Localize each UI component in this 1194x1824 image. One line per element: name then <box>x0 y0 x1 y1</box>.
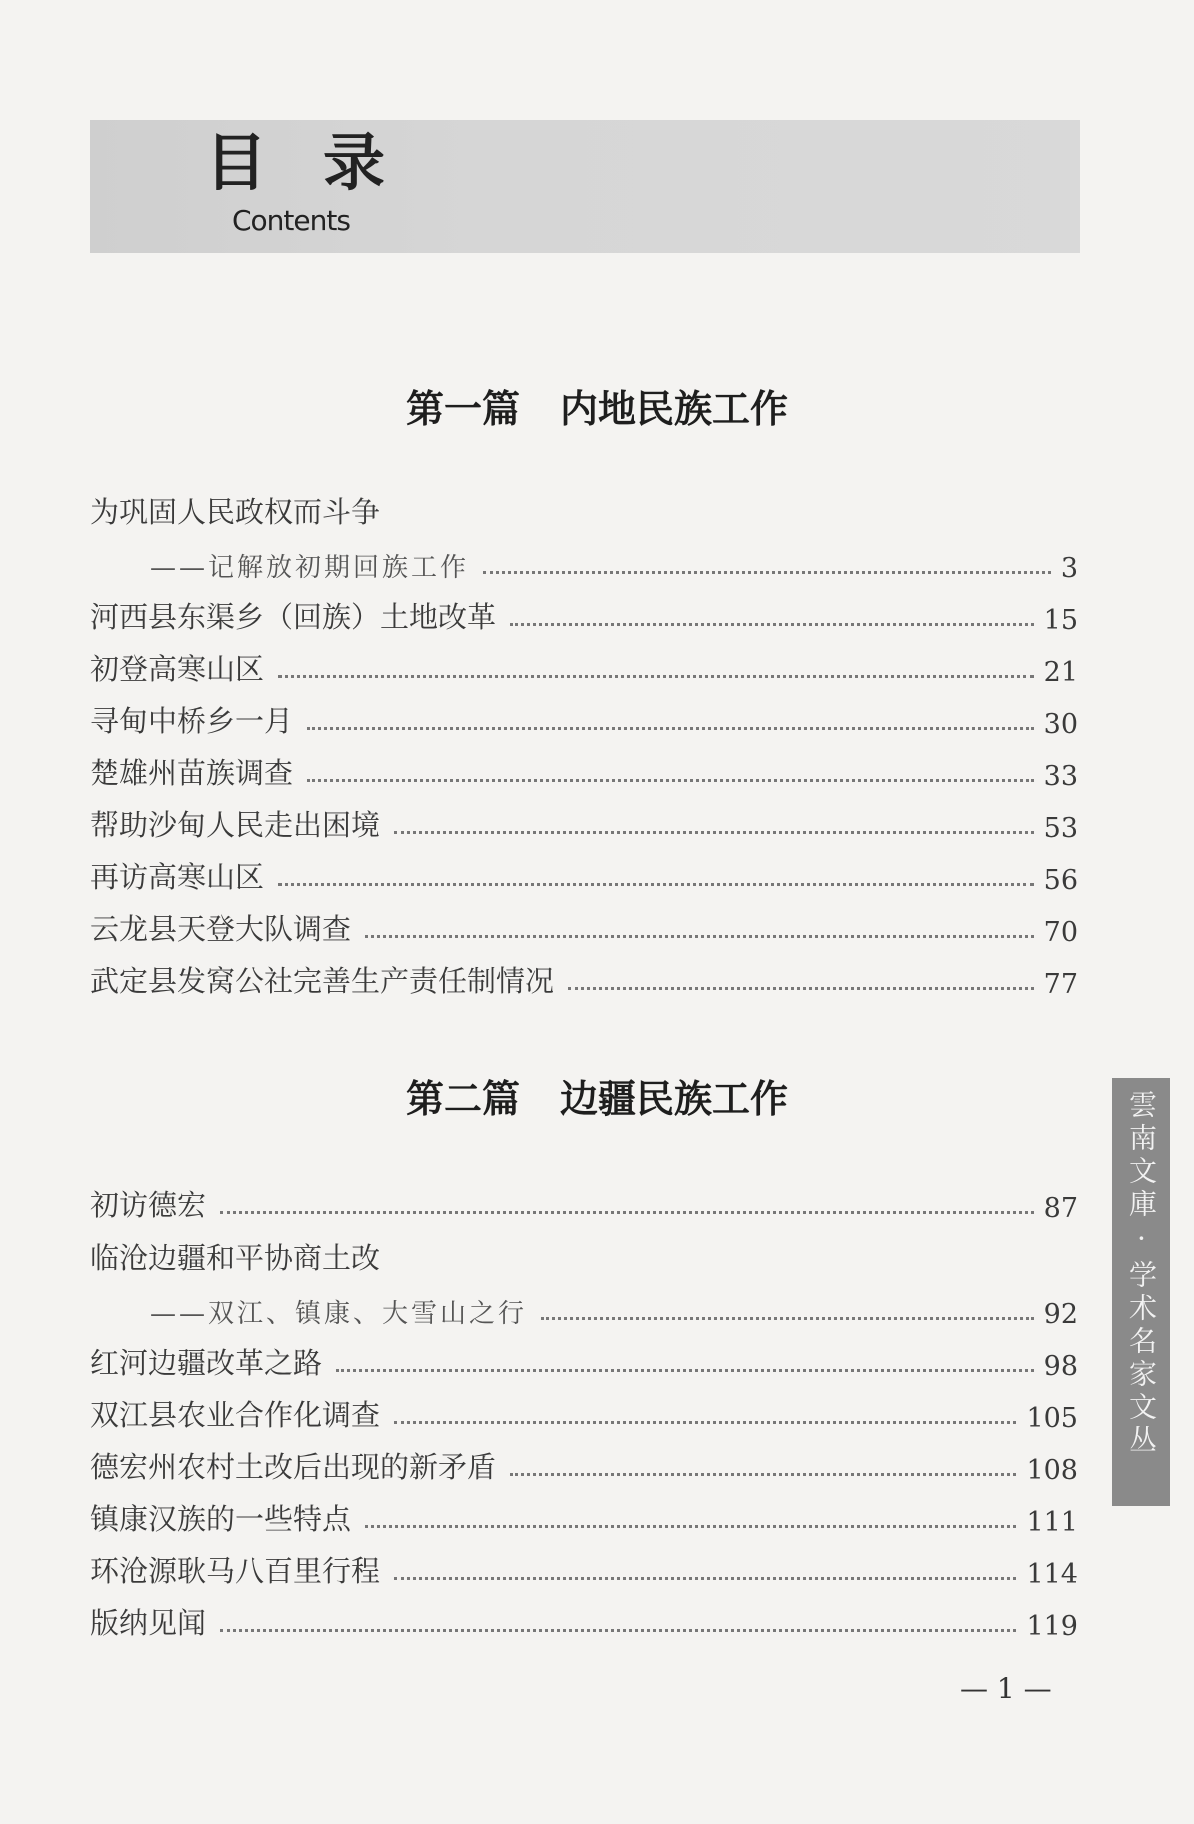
toc-entry-title: 双江县农业合作化调查 <box>90 1398 381 1432</box>
toc-entry-title: 镇康汉族的一些特点 <box>90 1502 352 1536</box>
toc-entry[interactable] <box>90 954 1078 1000</box>
toc-entry-page: 15 <box>1043 605 1078 636</box>
leader-dots <box>483 571 1051 574</box>
toc-entry-page: 114 <box>1026 1559 1078 1590</box>
toc-entry-title: 帮助沙甸人民走出困境 <box>90 808 381 842</box>
part-1-number: 第一篇 <box>405 386 520 431</box>
toc-entry-title: 云龙县天登大队调查 <box>90 912 352 946</box>
leader-dots <box>365 1525 1016 1528</box>
part-2-heading <box>0 1068 1194 1123</box>
leader-dots <box>365 935 1034 938</box>
toc-entry-title: 环沧源耿马八百里行程 <box>90 1554 381 1588</box>
leader-dots <box>336 1369 1034 1372</box>
toc-entry[interactable] <box>150 1284 1078 1330</box>
toc-entry[interactable] <box>90 1440 1078 1486</box>
toc-entry-page: 105 <box>1026 1403 1078 1434</box>
leader-dots <box>220 1211 1034 1214</box>
toc-entry-title: 初访德宏 <box>90 1188 207 1222</box>
leader-dots <box>568 987 1034 990</box>
toc-entry-page: 92 <box>1043 1299 1078 1330</box>
toc-entry-title: ——记解放初期回族工作 <box>150 553 470 583</box>
toc-entry[interactable] <box>150 538 1078 584</box>
toc-entry-title: 初登高寒山区 <box>90 652 265 686</box>
leader-dots <box>541 1317 1034 1320</box>
part-1-heading <box>0 378 1194 433</box>
leader-dots <box>394 831 1034 834</box>
toc-entry[interactable] <box>90 642 1078 688</box>
toc-entry-page: 33 <box>1043 761 1078 792</box>
toc-entry[interactable] <box>90 1178 1078 1224</box>
leader-dots <box>510 623 1034 626</box>
leader-dots <box>510 1473 1016 1476</box>
toc-entry[interactable] <box>90 746 1078 792</box>
leader-dots <box>220 1629 1016 1632</box>
toc-entry-page: 119 <box>1026 1611 1078 1642</box>
toc-entry-page: 111 <box>1026 1507 1078 1538</box>
page-number: — 1 — <box>960 1672 1052 1705</box>
toc-entry-page: 108 <box>1026 1455 1078 1486</box>
page-subtitle: Contents <box>232 204 350 237</box>
part-2-number: 第二篇 <box>405 1076 520 1121</box>
part-2-name: 边疆民族工作 <box>560 1076 789 1121</box>
toc-entry[interactable] <box>90 798 1078 844</box>
toc-entry-title: 楚雄州苗族调查 <box>90 756 294 790</box>
toc-entry-title: 临沧边疆和平协商土改 <box>90 1241 381 1275</box>
leader-dots <box>307 779 1034 782</box>
toc-entry-title: 武定县发窝公社完善生产责任制情况 <box>90 964 555 998</box>
leader-dots <box>307 727 1034 730</box>
toc-entry-page: 77 <box>1043 969 1078 1000</box>
leader-dots <box>278 675 1034 678</box>
toc-entry-page: 87 <box>1043 1193 1078 1224</box>
toc-entry-title: ——双江、镇康、大雪山之行 <box>150 1299 528 1329</box>
part-1-name: 内地民族工作 <box>560 386 789 431</box>
leader-dots <box>394 1577 1016 1580</box>
toc-entry-page: 21 <box>1043 657 1078 688</box>
toc-entry[interactable] <box>90 590 1078 636</box>
toc-entry-page: 30 <box>1043 709 1078 740</box>
page-title: 目录 <box>205 126 442 199</box>
toc-entry[interactable] <box>90 1596 1078 1642</box>
toc-entry-title: 再访高寒山区 <box>90 860 265 894</box>
toc-entry-page: 98 <box>1043 1351 1078 1382</box>
toc-entry-title: 版纳见闻 <box>90 1606 207 1640</box>
toc-entry-page: 53 <box>1043 813 1078 844</box>
series-side-tab-label: 雲南文庫·学术名家文丛 <box>1125 1090 1158 1458</box>
toc-entry[interactable] <box>90 694 1078 740</box>
leader-dots <box>394 1421 1016 1424</box>
toc-entry[interactable] <box>90 1544 1078 1590</box>
toc-entry[interactable] <box>90 1388 1078 1434</box>
toc-entry-title: 德宏州农村土改后出现的新矛盾 <box>90 1450 497 1484</box>
toc-entry-page: 70 <box>1043 917 1078 948</box>
toc-entry-title: 为巩固人民政权而斗争 <box>90 495 381 529</box>
toc-entry[interactable] <box>90 902 1078 948</box>
toc-entry-title: 红河边疆改革之路 <box>90 1346 323 1380</box>
toc-entry[interactable] <box>90 1492 1078 1538</box>
toc-entry[interactable] <box>90 1336 1078 1382</box>
toc-entry-title: 河西县东渠乡（回族）土地改革 <box>90 600 497 634</box>
toc-entry-title: 寻甸中桥乡一月 <box>90 704 294 738</box>
toc-entry[interactable] <box>90 850 1078 896</box>
leader-dots <box>278 883 1034 886</box>
toc-entry-page: 56 <box>1043 865 1078 896</box>
toc-entry-page: 3 <box>1060 553 1078 584</box>
